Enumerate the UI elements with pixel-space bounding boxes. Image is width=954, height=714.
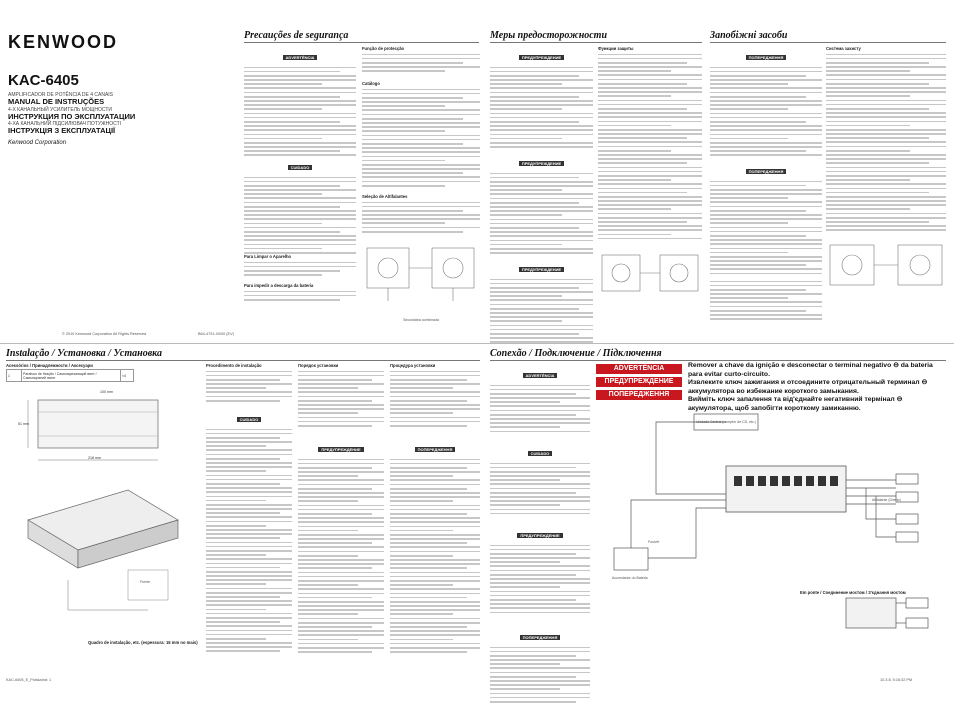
ru-col-1 <box>490 46 593 346</box>
connection-title-rule <box>490 360 946 361</box>
install-drawing <box>8 380 198 650</box>
protecao-heading: Função de protecção <box>362 46 405 51</box>
kenwood-logo: KENWOOD <box>8 32 118 52</box>
pt-col-1 <box>244 46 356 308</box>
ru-col-2 <box>598 46 702 316</box>
advertencia-tag: ADVERTÊNCIA <box>283 55 318 60</box>
procedure-pt-heading: Procedimento de instalação <box>206 363 262 368</box>
install-ua-warning-tag: ПОПЕРЕДЖЕННЯ <box>415 447 456 452</box>
ru-warning-tag-3: ПРЕДУПРЕЖДЕНИЕ <box>519 267 564 272</box>
ua-warning-tag-2: ПОПЕРЕДЖЕННЯ <box>746 169 787 174</box>
accessory-qty: ×4 <box>121 370 134 382</box>
procedure-ru <box>298 363 384 666</box>
accessory-description: Parafuso de fixação / Самонарезающий винт / Самонарізний гвинт <box>22 370 121 382</box>
ru-speaker-diagram <box>598 251 702 311</box>
procedure-ua-heading: Процедура установки <box>390 363 436 368</box>
speaker-cone-label: Secundária combinada <box>403 318 439 322</box>
install-title-rule <box>6 360 480 361</box>
manual-title-ua: ІНСТРУКЦІЯ З ЕКСПЛУАТАЦІЇ <box>8 126 116 135</box>
cuidado-tag: CUIDADO <box>288 165 313 170</box>
install-title: Instalação / Установка / Установка <box>6 348 162 359</box>
pt-col-2 <box>362 46 480 322</box>
ua-title-rule <box>710 42 946 43</box>
connection-diagram <box>596 408 946 670</box>
corporation: Kenwood Corporation <box>8 139 67 146</box>
ru-warning-tag: ПРЕДУПРЕЖДЕНИЕ <box>519 55 564 60</box>
subtitle-block <box>8 92 148 146</box>
subtitle-pt: AMPLIFICADOR DE POTÊNCIA DE 4 CANAIS <box>8 92 114 98</box>
procedure-pt <box>206 363 292 666</box>
connection-title: Conexão / Подключение / Підключення <box>490 348 662 359</box>
ua-warning-tag: ПОПЕРЕДЖЕННЯ <box>746 55 787 60</box>
subtitle-ua: 4-ХА КАНАЛЬНИЙ ПІДСИЛЮВАЧ ПОТУЖНОСТІ <box>8 121 122 127</box>
warning-text-pt: Remover a chave da ignição e desconectar o terminal negativo ⊖ da bateria para evitar curto-circuito. <box>688 362 933 378</box>
subtitle-ru: 4-Х КАНАЛЬНЫЙ УСИЛИТЕЛЬ МОЩНОСТИ <box>8 106 112 113</box>
big-warning-labels <box>596 364 682 400</box>
manual-title-pt: MANUAL DE INSTRUÇÕES <box>8 97 105 106</box>
ru-title-rule <box>490 42 702 43</box>
big-poperedzhennya: ПОПЕРЕДЖЕННЯ <box>596 390 682 400</box>
ru-precautions-title: Меры предосторожности <box>490 30 608 41</box>
manual-title-ru: ИНСТРУКЦИЯ ПО ЭКСПЛУАТАЦИИ <box>8 111 136 121</box>
selecao-heading: Seleção de Altifalantes <box>362 194 408 199</box>
dim-width: 218 mm <box>88 456 101 460</box>
big-warning-text <box>688 362 946 414</box>
dim-length: 100 mm <box>100 390 113 394</box>
footer-file: KAC-6405_E_PolskaInd: 1 <box>6 678 52 682</box>
ua-speaker-diagram <box>826 241 946 305</box>
ua-precautions-title: Запобіжні засоби <box>710 30 788 41</box>
speaker-selection-diagram <box>362 243 480 313</box>
warning-text-ua: Вийміть ключ запалення та від'єднайте негативний термінал ⊖ акумулятора, щоб запобігти короткому замиканню. <box>688 396 903 412</box>
model-number: KAC-6405 <box>8 72 79 89</box>
pt-precautions-title: Precauções de segurança <box>244 30 349 41</box>
accessories-heading: Acessórios / Принадлежности / Аксесуари <box>6 363 93 368</box>
ru-functions-heading: Функции защиты <box>598 46 634 51</box>
front-label: Frente <box>140 580 151 584</box>
connection-pt-col <box>490 364 590 714</box>
speaker-front-label: Altifalante (Direito) <box>872 498 901 502</box>
big-preduprezhdenie: ПРЕДУПРЕЖДЕНИЕ <box>596 377 682 387</box>
screw-note: Quadro de instalação, etc. (espessura: 15 mm no mais) <box>88 640 198 645</box>
procedure-ua <box>390 363 480 666</box>
limpar-heading: Para Limpar o Aparelho <box>244 254 292 259</box>
remote-unit-label: Unidade Central (receptor de CD, etc.) <box>696 420 756 424</box>
bridge-label: Em ponte / Соединение мостом / З'єднання мостом <box>800 590 906 595</box>
copyright: © 2010 Kenwood Corporation All Rights Reserved. <box>62 332 148 336</box>
conn-cuidado-tag: CUIDADO <box>528 451 553 456</box>
conn-ru-warning-tag: ПРЕДУПРЕЖДЕНИЕ <box>517 533 562 538</box>
fold-line <box>0 343 954 344</box>
descarga-heading: Para impedir a descarga da bateria <box>244 283 314 288</box>
conn-advertencia-tag: ADVERTÊNCIA <box>523 373 558 378</box>
ua-system-heading: Система захисту <box>826 46 861 51</box>
conn-ua-warning-tag: ПОПЕРЕДЖЕННЯ <box>520 635 561 640</box>
warning-text-ru: Извлеките ключ зажигания и отсоедините отрицательный терминал ⊖ аккумулятора во избежание короткого замыкания. <box>688 379 928 395</box>
accessory-index: 1 <box>7 370 22 382</box>
big-advertencia: ADVERTÊNCIA <box>596 364 682 374</box>
install-cuidado-tag: CUIDADO <box>237 417 262 422</box>
dim-height: 51 mm <box>18 422 29 426</box>
battery-label: Acumulador do Bateria <box>612 576 648 580</box>
ua-col-1 <box>710 46 822 328</box>
pt-title-rule <box>244 42 479 43</box>
fuse-label: Fusível <box>648 540 660 544</box>
ua-col-2 <box>826 46 946 310</box>
procedure-ru-heading: Порядок установки <box>298 363 339 368</box>
doc-code: B64-4791-00/00 (EV) <box>198 332 234 336</box>
footer-time: 10.3.8, 5:16:32 PM <box>880 678 913 682</box>
install-ru-warning-tag: ПРЕДУПРЕЖДЕНИЕ <box>318 447 363 452</box>
catalogo-heading: Catálogo <box>362 81 380 86</box>
ru-warning-tag-2: ПРЕДУПРЕЖДЕНИЕ <box>519 161 564 166</box>
